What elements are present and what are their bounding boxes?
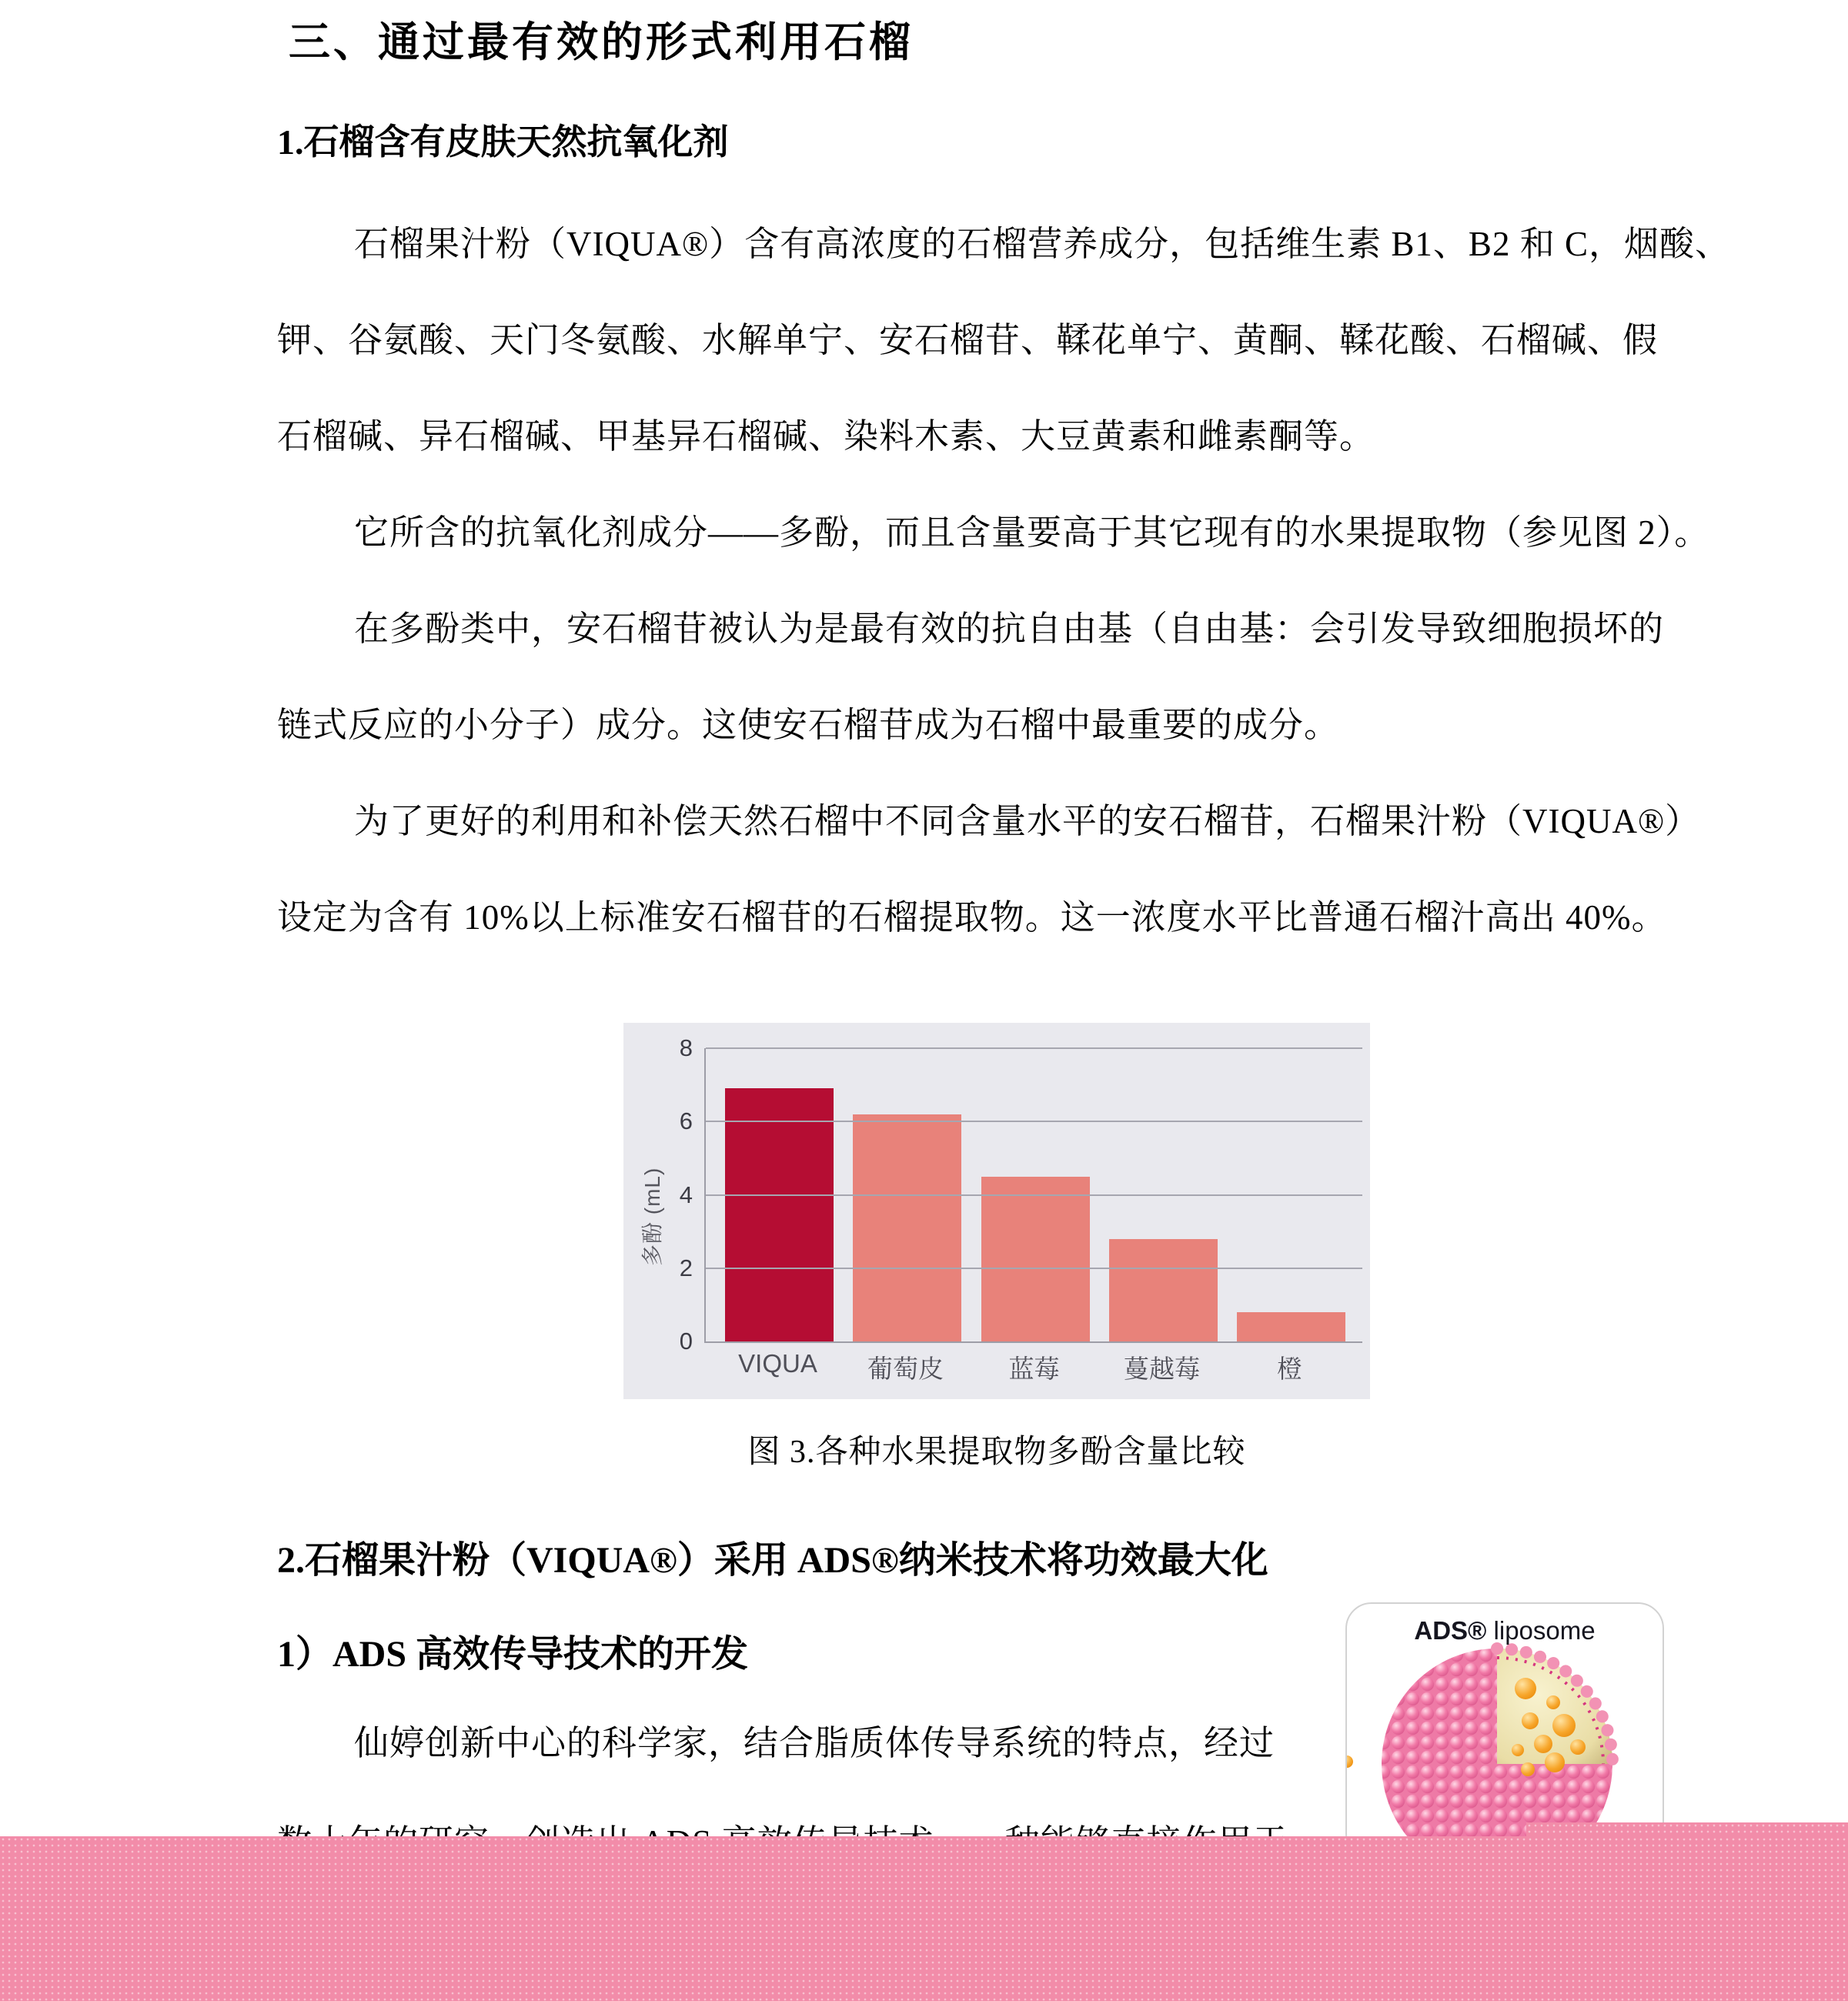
x-tick-label: 蓝莓 [1008,1355,1060,1383]
gridline-y8 [706,1047,1362,1049]
bar-蔓越莓 [1109,1239,1218,1341]
text-line: 链式反应的小分子）成分。这使安石榴苷成为石榴中最重要的成分。 [277,706,1340,744]
footer-pink-band [0,1836,1848,2001]
bar-葡萄皮 [853,1114,961,1341]
polyphenol-bar-chart [623,1023,1370,1399]
ads-liposome-card [1345,1602,1664,1859]
text-line: 仙婷创新中心的科学家，结合脂质体传导系统的特点，经过 [354,1724,1275,1762]
section2-subheading: 1）ADS 高效传导技术的开发 [277,1634,749,1675]
text-line: 石榴果汁粉（VIQUA®）含有高浓度的石榴营养成分，包括维生素 B1、B2 和 C，烟酸、 [354,225,1730,263]
x-tick-label: 葡萄皮 [867,1355,944,1383]
text-line: 它所含的抗氧化剂成分——多酚，而且含量要高于其它现有的水果提取物（参见图 2）。 [354,513,1710,552]
text-line: 在多酚类中，安石榴苷被认为是最有效的抗自由基（自由基：会引发导致细胞损坏的 [354,610,1665,648]
footer-pink-step [1526,1822,1848,1838]
x-tick-label: VIQUA [738,1349,817,1378]
section2-heading: 2.石榴果汁粉（VIQUA®）采用 ADS®纳米技术将功效最大化 [277,1540,1268,1581]
y-tick-label: 0 [679,1328,693,1355]
y-tick-label: 2 [679,1254,693,1281]
ads-brand: ADS® [1414,1616,1487,1645]
gridline-y6 [706,1121,1362,1122]
text-line: 设定为含有 10%以上标准安石榴苷的石榴提取物。这一浓度水平比普通石榴汁高出 40%。 [277,898,1667,937]
x-tick-label: 橙 [1277,1355,1302,1383]
bar-蓝莓 [981,1177,1090,1341]
y-tick-label: 4 [679,1181,693,1208]
chart-plot-area [704,1048,1362,1343]
bar-橙 [1237,1312,1345,1341]
bar-VIQUA [725,1088,834,1341]
gridline-y4 [706,1194,1362,1196]
gridline-y2 [706,1268,1362,1269]
ads-brand-rest: liposome [1486,1616,1596,1645]
text-line: 为了更好的利用和补偿天然石榴中不同含量水平的安石榴苷，石榴果汁粉（VIQUA®） [354,802,1701,840]
y-tick-label: 6 [679,1107,693,1135]
x-tick-label: 蔓越莓 [1124,1355,1200,1383]
text-line: 石榴碱、异石榴碱、甲基异石榴碱、染料木素、大豆黄素和雌素酮等。 [277,417,1375,456]
page-title: 三、通过最有效的形式利用石榴 [289,19,914,65]
text-line: 钾、谷氨酸、天门冬氨酸、水解单宁、安石榴苷、鞣花单宁、黄酮、鞣花酸、石榴碱、假 [277,321,1659,359]
y-tick-label: 8 [679,1034,693,1061]
ads-card-title [1347,1616,1663,1645]
figure-caption: 图 3.各种水果提取物多酚含量比较 [747,1435,1246,1470]
section1-heading: 1.石榴含有皮肤天然抗氧化剂 [277,122,729,162]
chart-y-axis-label: 多酚 (mL) [640,1167,664,1266]
